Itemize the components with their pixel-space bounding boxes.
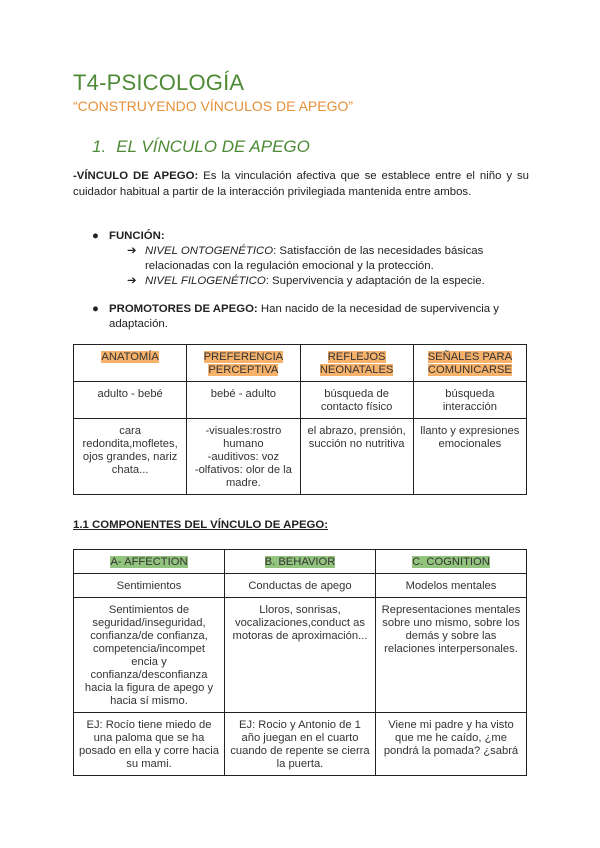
page-title: T4-PSICOLOGÍA [73,70,245,95]
table-header-row [74,345,527,382]
table-header-cell: C. COGNITION [375,550,526,574]
promotores-label: PROMOTORES DE APEGO: [109,303,258,315]
table-header-cell: SEÑALES PARA COMUNICARSE [413,345,526,382]
table-cell: Sentimientos [74,574,225,598]
arrow-icon: ➔ [127,275,137,287]
table-cell: búsqueda interacción [413,382,526,419]
section-number: 1. [92,137,107,156]
table-cell: Modelos mentales [375,574,526,598]
table-cell: cara redondita,mofletes, ojos grandes, nariz chata... [74,419,187,495]
table-header-row [74,550,527,574]
table-cell: adulto - bebé [74,382,187,419]
table-header-cell: B. BEHAVIOR [224,550,375,574]
table-row [74,382,527,419]
bullet-promotores [92,302,532,332]
table-cell: Sentimientos de seguridad/inseguridad, confianza/de confianza, competencia/incompet encia y confianza/desconfianza hacia la figura de apego y hacia sí mismo. [74,598,225,713]
arrow-icon: ➔ [127,245,137,257]
table-cell: llanto y expresiones emocionales [413,419,526,495]
definition-paragraph [73,168,529,200]
section-title: EL VÍNCULO DE APEGO [116,137,310,156]
promotores-text: Han nacido de la necesidad de supervivencia y adaptación. [109,303,499,330]
table-cell: -visuales:rostro humano -auditivos: voz -olfativos: olor de la madre. [187,419,300,495]
page-subtitle: “CONSTRUYENDO VÍNCULOS DE APEGO” [73,98,354,114]
table-cell: EJ: Rocío tiene miedo de una paloma que se ha posado en ella y corre hacia su mami. [74,713,225,776]
table-header-cell: A- AFFECTION [74,550,225,574]
subsection-heading: 1.1 COMPONENTES DEL VÍNCULO DE APEGO: [73,519,329,531]
table-cell: búsqueda de contacto físico [300,382,413,419]
sub-bullet-ontogenetico [127,244,527,274]
table-row [74,419,527,495]
sub-bullet-filogenetico [127,274,527,289]
bullet-funcion [92,229,532,244]
table-header-cell: ANATOMÍA [74,345,187,382]
table-cell: Viene mi padre y ha visto que me he caído, ¿me pondrá la pomada? ¿sabrá [375,713,526,776]
table-row [74,713,527,776]
promotores-table [73,344,527,495]
sub-text: : Supervivencia y adaptación de la especie. [265,275,485,287]
table-cell: EJ: Rocio y Antonio de 1 año juegan en el cuarto cuando de repente se cierra la puerta. [224,713,375,776]
table-header-cell: PREFERENCIA PERCEPTIVA [187,345,300,382]
table-cell: el abrazo, prensión, succión no nutritiva [300,419,413,495]
funcion-label: FUNCIÓN: [109,230,165,242]
sub-text: : Satisfacción de las necesidades básicas relacionadas con la regulación emocional y la protección. [145,245,484,272]
sub-term: NIVEL FILOGENÉTICO [145,275,266,287]
sub-term: NIVEL ONTOGENÉTICO [145,245,274,257]
componentes-table [73,549,527,776]
table-cell: Representaciones mentales sobre uno mismo, sobre los demás y sobre las relaciones interpersonales. [375,598,526,713]
bullet-dot-icon: ● [92,303,99,315]
definition-term: -VÍNCULO DE APEGO: [73,170,199,182]
table-row [74,598,527,713]
table-row [74,574,527,598]
bullet-dot-icon: ● [92,230,99,242]
table-cell: Lloros, sonrisas, vocalizaciones,conduct as motoras de aproximación... [224,598,375,713]
definition-text: Es la vinculación afectiva que se establece entre el niño y su cuidador habitual a partir de la interacción privilegiada mantenida entre ambos. [73,170,529,198]
table-cell: Conductas de apego [224,574,375,598]
table-header-cell: REFLEJOS NEONATALES [300,345,413,382]
table-cell: bebé - adulto [187,382,300,419]
section-heading [92,137,310,157]
